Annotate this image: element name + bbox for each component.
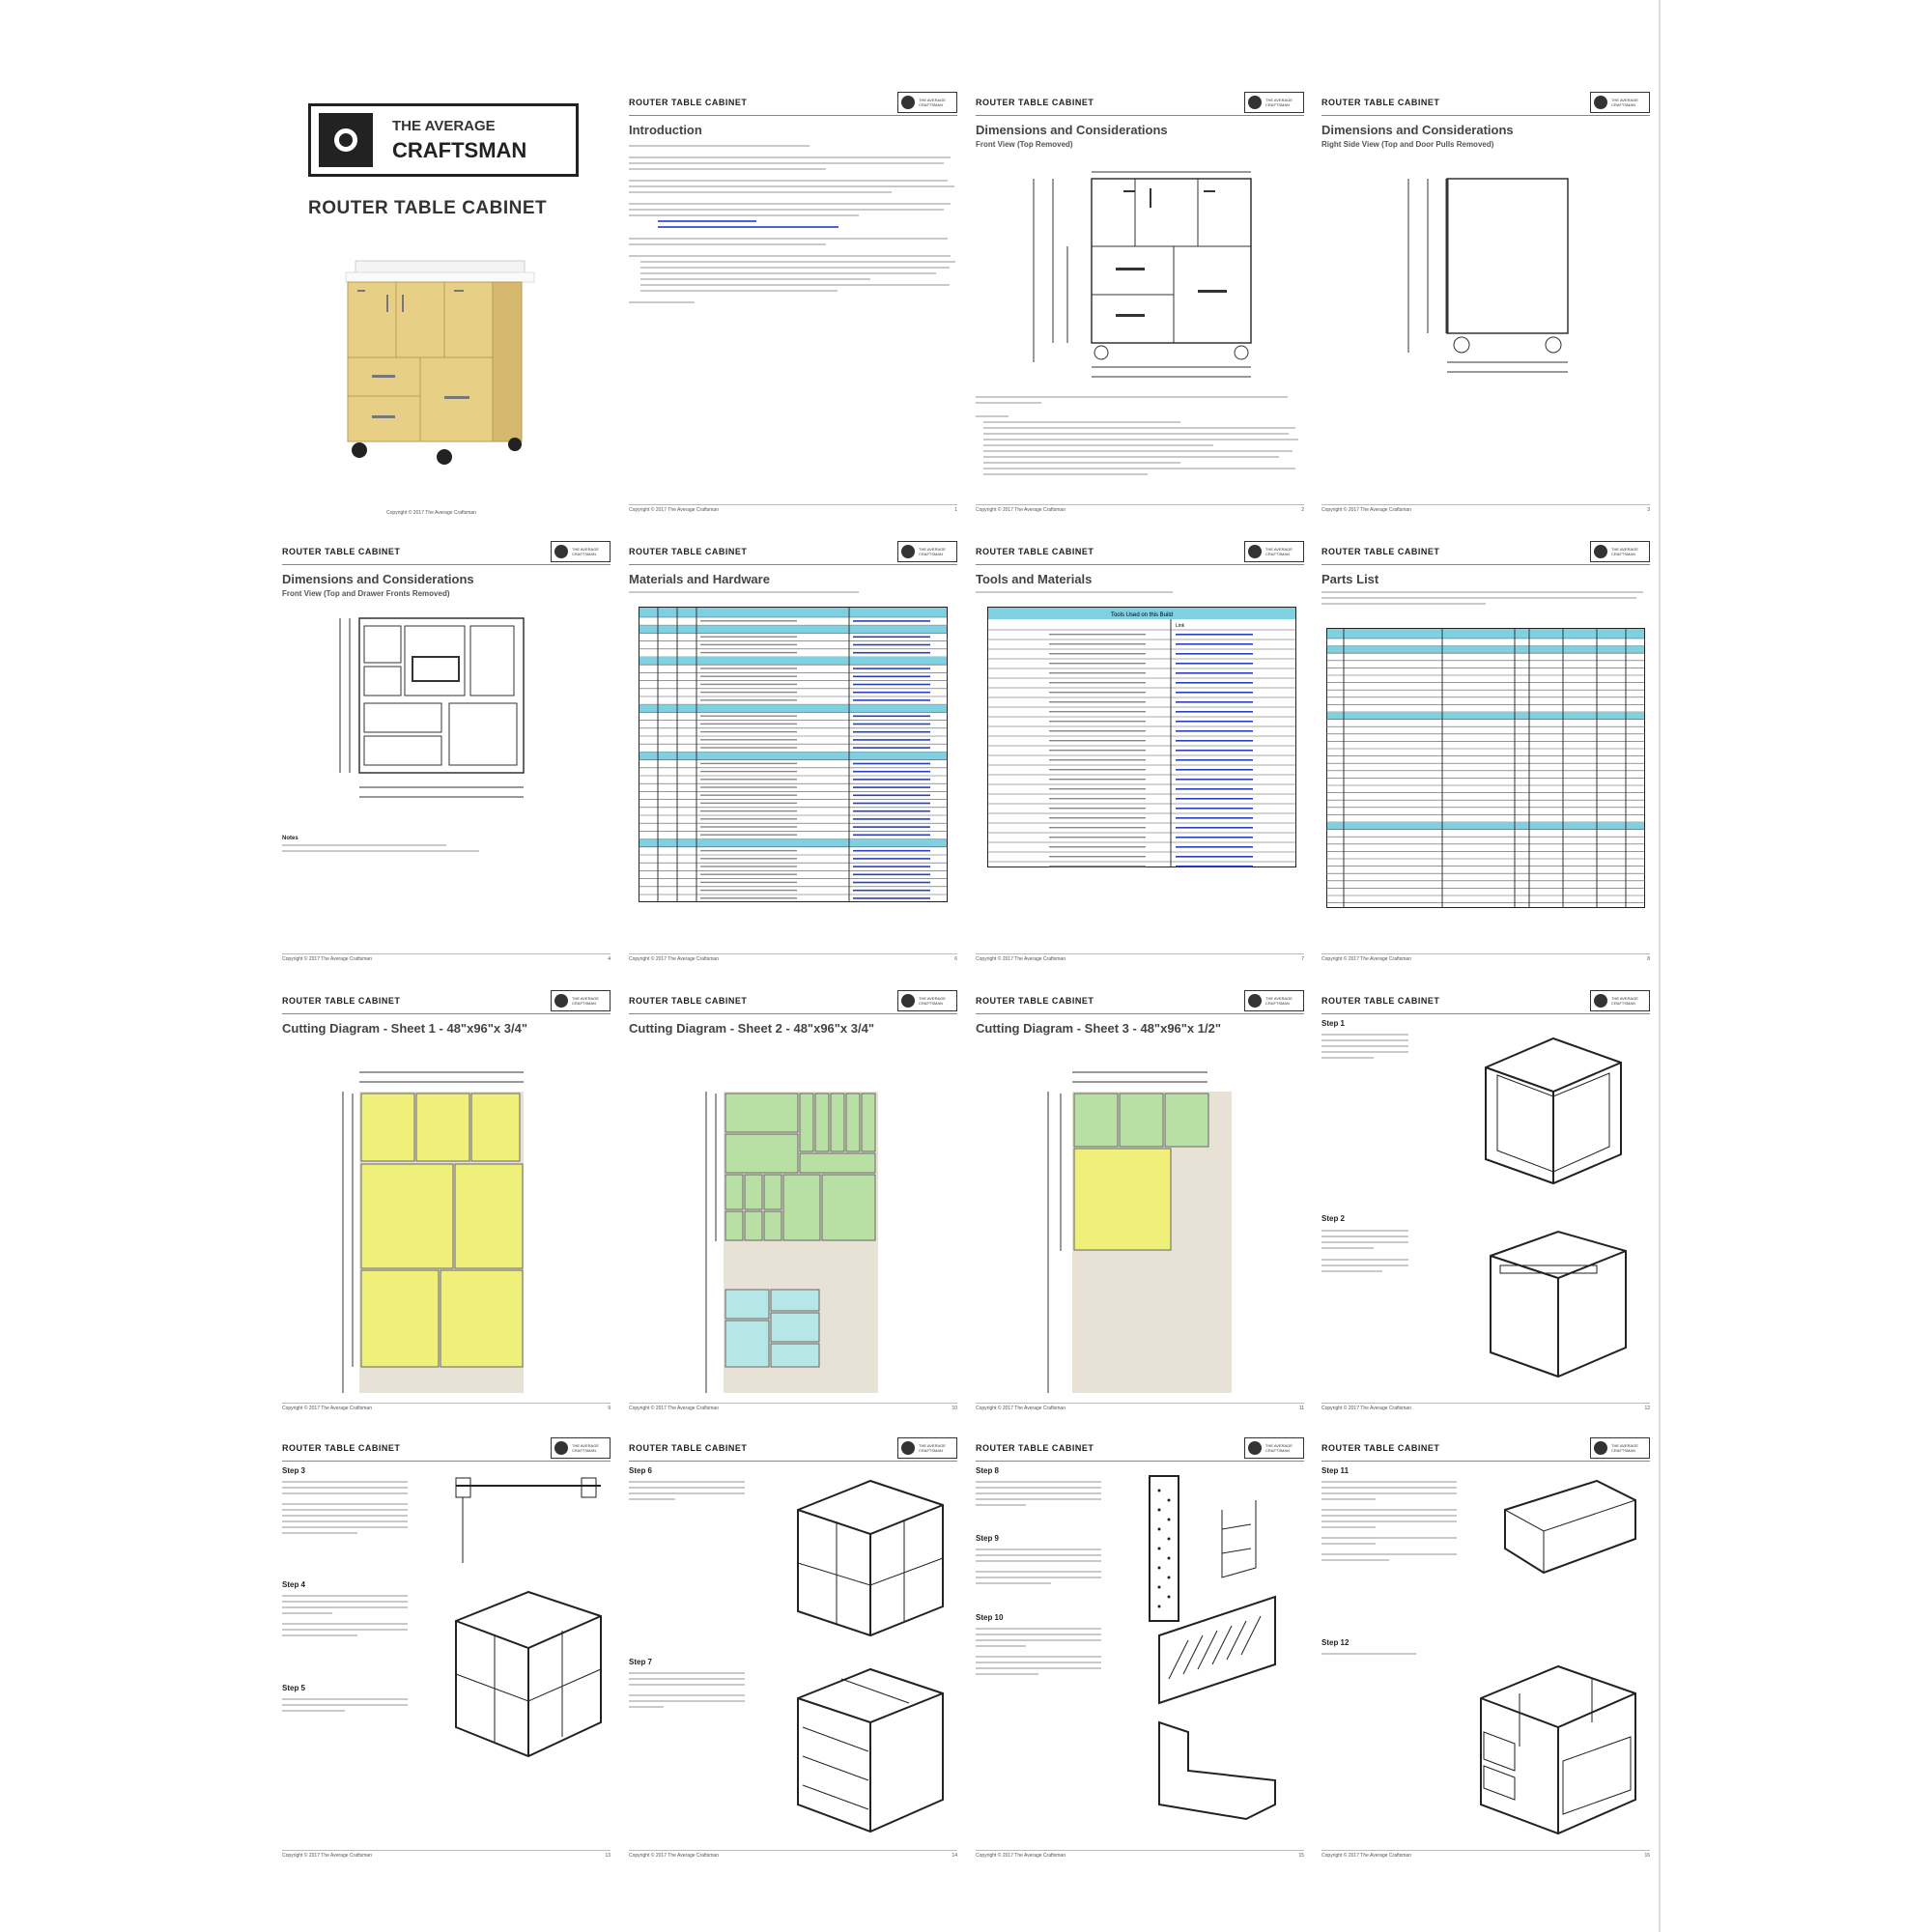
step-heading: Step 4: [282, 1580, 306, 1589]
header-logo: THE AVERAGE CRAFTSMAN: [1244, 990, 1304, 1011]
header-title: ROUTER TABLE CABINET: [1321, 547, 1440, 556]
page-title: Parts List: [1321, 572, 1379, 586]
step-1-carcass-drawing: [1466, 1029, 1640, 1193]
page-title: Dimensions and Considerations: [976, 123, 1168, 137]
step-heading: Step 12: [1321, 1638, 1350, 1647]
page-number: 4: [608, 956, 611, 962]
step-4-carcass-drawing: [441, 1582, 611, 1766]
footer-copyright: Copyright © 2017 The Average Craftsman: [282, 956, 372, 962]
cutting-diagram-2: [696, 1058, 890, 1396]
page-subtitle: Front View (Top and Drawer Fronts Removed): [282, 589, 450, 598]
page-number: 7: [1301, 956, 1304, 962]
cutting-diagram-1: [335, 1058, 528, 1396]
step-heading: Step 6: [629, 1466, 653, 1475]
header-title: ROUTER TABLE CABINET: [629, 1443, 748, 1453]
intro-page: [629, 92, 957, 517]
header-logo: THE AVERAGE CRAFTSMAN: [1590, 541, 1650, 562]
logo-line2: CRAFTSMAN: [392, 138, 527, 162]
front-view-drawing: [1024, 169, 1265, 382]
footer-copyright: Copyright © 2017 The Average Craftsman: [1321, 507, 1411, 513]
step-6-carcass-drawing: [783, 1471, 952, 1645]
header-title: ROUTER TABLE CABINET: [282, 996, 401, 1006]
header-logo: THE AVERAGE CRAFTSMAN: [897, 990, 957, 1011]
step-heading: Step 3: [282, 1466, 306, 1475]
step-heading: Step 5: [282, 1684, 306, 1692]
footer-copyright: Copyright © 2017 The Average Craftsman: [1321, 1406, 1411, 1411]
cutting-diagram-3: [1034, 1058, 1236, 1396]
step-heading: Step 8: [976, 1466, 1000, 1475]
dimensions-side-page: [1321, 92, 1650, 517]
page-number: 8: [1647, 956, 1650, 962]
page-number: 9: [608, 1406, 611, 1411]
parts-table: [1326, 628, 1645, 908]
header-logo: THE AVERAGE CRAFTSMAN: [1590, 92, 1650, 113]
footer-copyright: Copyright © 2017 The Average Craftsman: [976, 1406, 1065, 1411]
header-logo: THE AVERAGE CRAFTSMAN: [1590, 1437, 1650, 1459]
header-title: ROUTER TABLE CABINET: [1321, 996, 1440, 1006]
step-heading: Step 10: [976, 1613, 1004, 1622]
page-number: 6: [954, 956, 957, 962]
header-logo: THE AVERAGE CRAFTSMAN: [897, 1437, 957, 1459]
page-number: 16: [1644, 1853, 1650, 1859]
page-title: Cutting Diagram - Sheet 1 - 48"x96"x 3/4": [282, 1021, 528, 1036]
step-heading: Step 1: [1321, 1019, 1346, 1028]
header-logo: THE AVERAGE CRAFTSMAN: [897, 92, 957, 113]
materials-table: [639, 607, 948, 902]
page-edge-divider: [1659, 0, 1661, 1932]
logo-disc-icon: [319, 113, 373, 167]
cutting-sheet-1-page: [282, 990, 611, 1415]
header-title: ROUTER TABLE CABINET: [629, 98, 748, 107]
page-title: Cutting Diagram - Sheet 3 - 48"x96"x 1/2": [976, 1021, 1222, 1036]
page-title: Introduction: [629, 123, 702, 137]
page-title: Dimensions and Considerations: [282, 572, 474, 586]
header-logo: THE AVERAGE CRAFTSMAN: [897, 541, 957, 562]
step-11-drawer-drawing: [1491, 1471, 1645, 1597]
footer-copyright: Copyright © 2017 The Average Craftsman: [629, 956, 719, 962]
header-title: ROUTER TABLE CABINET: [976, 996, 1094, 1006]
header-title: ROUTER TABLE CABINET: [976, 547, 1094, 556]
header-logo: THE AVERAGE CRAFTSMAN: [551, 990, 611, 1011]
footer-copyright: Copyright © 2017 The Average Craftsman: [282, 1853, 372, 1859]
header-title: ROUTER TABLE CABINET: [282, 1443, 401, 1453]
page-title: Cutting Diagram - Sheet 2 - 48"x96"x 3/4": [629, 1021, 875, 1036]
dimensions-open-page: [282, 541, 611, 966]
footer-copyright: Copyright © 2017 The Average Craftsman: [976, 1853, 1065, 1859]
cover-title: ROUTER TABLE CABINET: [308, 198, 548, 218]
footer-copyright: Copyright © 2017 The Average Craftsman: [629, 1406, 719, 1411]
step-heading: Step 11: [1321, 1466, 1350, 1475]
header-title: ROUTER TABLE CABINET: [1321, 1443, 1440, 1453]
page-title: Materials and Hardware: [629, 572, 770, 586]
tools-page: [976, 541, 1304, 966]
header-logo: THE AVERAGE CRAFTSMAN: [1244, 1437, 1304, 1459]
step-12-cabinet-drawing: [1466, 1655, 1645, 1843]
header-title: ROUTER TABLE CABINET: [282, 547, 401, 556]
footer-copyright: Copyright © 2017 The Average Craftsman: [976, 956, 1065, 962]
footer-copyright: Copyright © 2017 The Average Craftsman: [629, 1853, 719, 1859]
step-heading: Step 9: [976, 1534, 1000, 1543]
header-title: ROUTER TABLE CABINET: [1321, 98, 1440, 107]
header-title: ROUTER TABLE CABINET: [629, 547, 748, 556]
footer-copyright: Copyright © 2017 The Average Craftsman: [1321, 956, 1411, 962]
cover-copyright: Copyright © 2017 The Average Craftsman: [386, 510, 476, 516]
tools-table: [987, 607, 1296, 867]
cover-logo: [308, 103, 579, 177]
tools-table-header: Tools Used on this Build: [1110, 612, 1174, 618]
page-number: 11: [1298, 1406, 1304, 1411]
page-title: Tools and Materials: [976, 572, 1093, 586]
header-title: ROUTER TABLE CABINET: [976, 98, 1094, 107]
page-subtitle: Front View (Top Removed): [976, 140, 1073, 149]
parts-page: [1321, 541, 1650, 966]
header-logo: THE AVERAGE CRAFTSMAN: [1244, 541, 1304, 562]
page-number: 14: [952, 1853, 957, 1859]
materials-page: [629, 541, 957, 966]
header-title: ROUTER TABLE CABINET: [976, 1443, 1094, 1453]
step-heading: Step 7: [629, 1658, 653, 1666]
steps-8-10-drawings: [1130, 1471, 1299, 1829]
steps-1-2-page: [1321, 990, 1650, 1415]
header-logo: THE AVERAGE CRAFTSMAN: [1244, 92, 1304, 113]
page-number: 1: [954, 507, 957, 513]
steps-6-7-page: [629, 1437, 957, 1862]
notes-label: Notes: [282, 836, 298, 841]
side-view-drawing: [1389, 169, 1602, 382]
page-number: 13: [605, 1853, 611, 1859]
footer-copyright: Copyright © 2017 The Average Craftsman: [629, 507, 719, 513]
dimensions-front-page: [976, 92, 1304, 517]
page-number: 10: [952, 1406, 957, 1411]
steps-11-12-page: [1321, 1437, 1650, 1862]
header-logo: THE AVERAGE CRAFTSMAN: [1590, 990, 1650, 1011]
cutting-sheet-3-page: [976, 990, 1304, 1415]
footer-copyright: Copyright © 2017 The Average Craftsman: [976, 507, 1065, 513]
header-title: ROUTER TABLE CABINET: [629, 996, 748, 1006]
footer-copyright: Copyright © 2017 The Average Craftsman: [1321, 1853, 1411, 1859]
cabinet-render-image: [328, 251, 551, 473]
page-title: Dimensions and Considerations: [1321, 123, 1514, 137]
step-heading: Step 2: [1321, 1214, 1346, 1223]
page-subtitle: Right Side View (Top and Door Pulls Removed): [1321, 140, 1494, 149]
page-number: 15: [1298, 1853, 1304, 1859]
page-number: 2: [1301, 507, 1304, 513]
step-7-carcass-drawing: [783, 1660, 952, 1838]
steps-3-5-page: [282, 1437, 611, 1862]
footer-copyright: Copyright © 2017 The Average Craftsman: [282, 1406, 372, 1411]
cutting-sheet-2-page: [629, 990, 957, 1415]
open-front-drawing: [335, 609, 548, 802]
steps-8-10-page: [976, 1437, 1304, 1862]
page-number: 12: [1644, 1406, 1650, 1411]
logo-line1: THE AVERAGE: [392, 118, 496, 134]
header-logo: THE AVERAGE CRAFTSMAN: [551, 541, 611, 562]
page-number: 3: [1647, 507, 1650, 513]
step-2-carcass-drawing: [1471, 1222, 1645, 1386]
tools-table-link-header: Link: [1176, 623, 1185, 629]
step-3-rail-drawing: [437, 1466, 611, 1573]
header-logo: THE AVERAGE CRAFTSMAN: [551, 1437, 611, 1459]
